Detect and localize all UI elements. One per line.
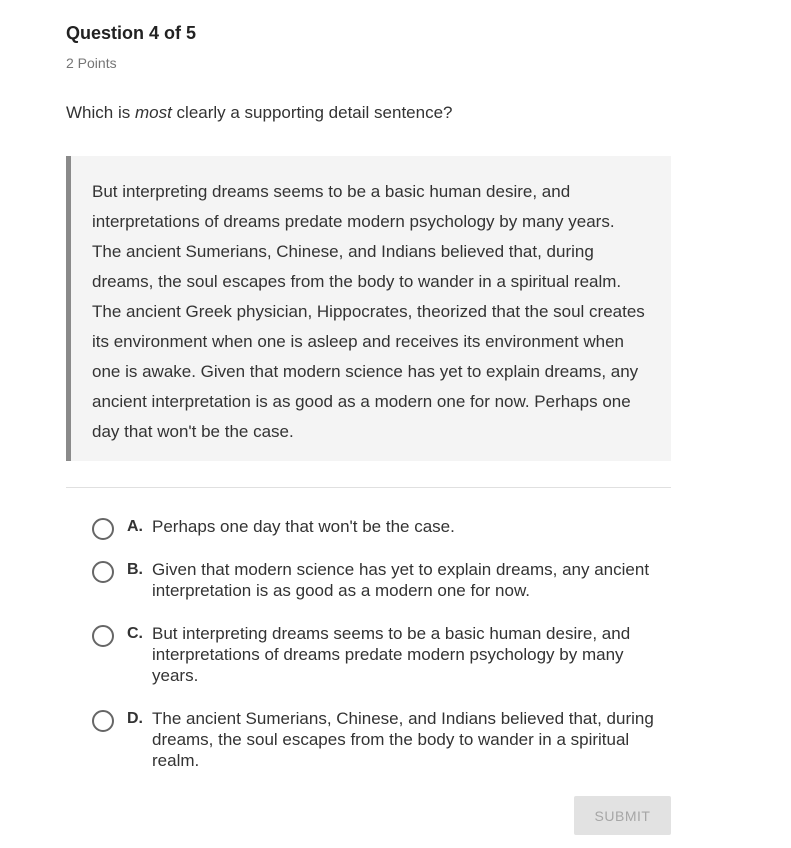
answer-option-c[interactable] (92, 623, 672, 686)
option-text: The ancient Sumerians, Chinese, and Indians believed that, during dreams, the soul escapes from the body to wander in a spiritual realm. (152, 709, 654, 770)
option-letter: C. (127, 625, 143, 642)
prompt-text-before: Which is (66, 103, 135, 122)
reading-passage: But interpreting dreams seems to be a basic human desire, and interpretations of dreams predate modern psychology by many years. The ancient Sumerians, Chinese, and Indians believed that, during dreams, the soul escapes from the body to wander in a spiritual realm. The ancient Greek physician, Hippocrates, theorized that the soul creates its environment when one is asleep and receives its environment when one is awake. Given that modern science has yet to explain dreams, any ancient interpretation is as good as a modern one for now. Perhaps one day that won't be the case. (66, 156, 671, 461)
divider (66, 487, 671, 488)
radio-button-icon[interactable] (92, 518, 114, 540)
radio-button-icon[interactable] (92, 625, 114, 647)
submit-button[interactable]: SUBMIT (574, 796, 671, 835)
question-points: 2 Points (66, 55, 117, 71)
radio-button-icon[interactable] (92, 561, 114, 583)
option-text: Perhaps one day that won't be the case. (152, 517, 455, 536)
answer-options (92, 516, 672, 793)
option-letter: D. (127, 710, 143, 727)
option-text: Given that modern science has yet to explain dreams, any ancient interpretation is as good as a modern one for now. (152, 560, 650, 600)
prompt-emphasis: most (134, 103, 172, 122)
option-letter: B. (127, 561, 143, 578)
option-text: But interpreting dreams seems to be a basic human desire, and interpretations of dreams predate modern psychology by many years. (152, 624, 631, 685)
answer-option-a[interactable] (92, 516, 672, 537)
option-letter: A. (127, 518, 143, 535)
prompt-text-after: clearly a supporting detail sentence? (171, 103, 453, 122)
radio-button-icon[interactable] (92, 710, 114, 732)
answer-option-b[interactable] (92, 559, 672, 601)
answer-option-d[interactable] (92, 708, 672, 771)
question-title: Question 4 of 5 (66, 23, 197, 43)
question-prompt (66, 103, 453, 123)
